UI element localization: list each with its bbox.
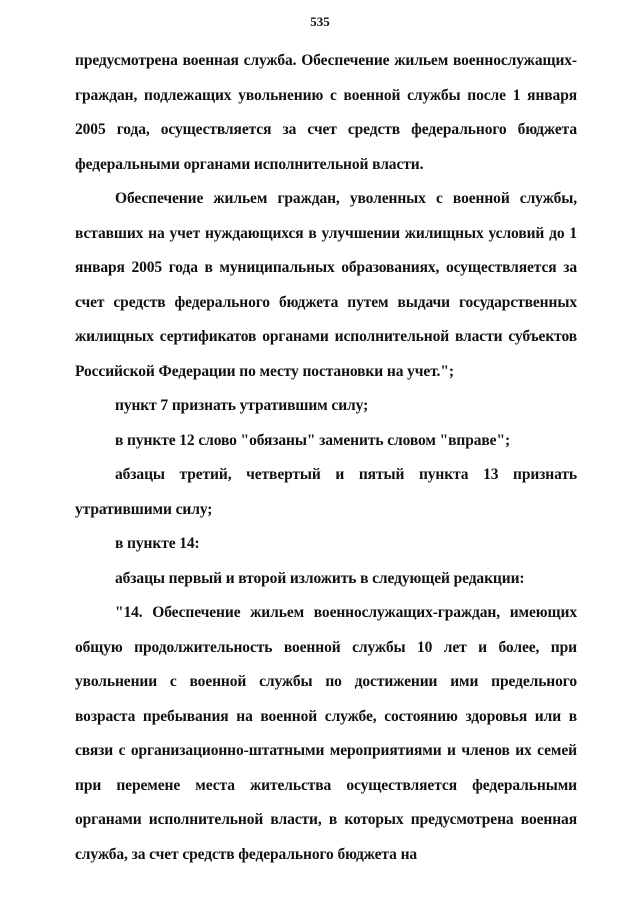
document-body: [75, 44, 577, 872]
paragraph-1: предусмотрена военная служба. Обеспечение жильем военнослужащих-граждан, подлежащих увольнению с военной службы после 1 января 2005 года, осуществляется за счет средств федерального бюджета федеральными органами исполнительной власти.: [75, 52, 577, 173]
paragraph-8: "14. Обеспечение жильем военнослужащих-граждан, имеющих общую продолжительность военной службы 10 лет и более, при увольнении с военной службы по достижении ими предельного возраста пребывания на военной службе, состоянию здоровья или в связи с организационно-штатными мероприятиями и членов их семей при перемене места жительства осуществляется федеральными органами исполнительной власти, в которых предусмотрена военная служба, за счет средств федерального бюджета на: [75, 604, 577, 863]
paragraph-2: Обеспечение жильем граждан, уволенных с военной службы, вставших на учет нуждающихся в улучшении жилищных условий до 1 января 2005 года в муниципальных образованиях, осуществляется за счет средств федерального бюджета путем выдачи государственных жилищных сертификатов органами исполнительной власти субъектов Российской Федерации по месту постановки на учет.";: [75, 190, 577, 380]
paragraph-4: в пункте 12 слово "обязаны" заменить словом "вправе";: [115, 431, 511, 449]
page-number: 535: [310, 14, 330, 29]
paragraph-7: абзацы первый и второй изложить в следующей редакции:: [115, 569, 525, 587]
paragraph-3: пункт 7 признать утратившим силу;: [115, 397, 369, 414]
paragraph-6: в пункте 14:: [115, 535, 200, 552]
paragraph-5: абзацы третий, четвертый и пятый пункта 13 признать утратившими силу;: [75, 466, 577, 518]
